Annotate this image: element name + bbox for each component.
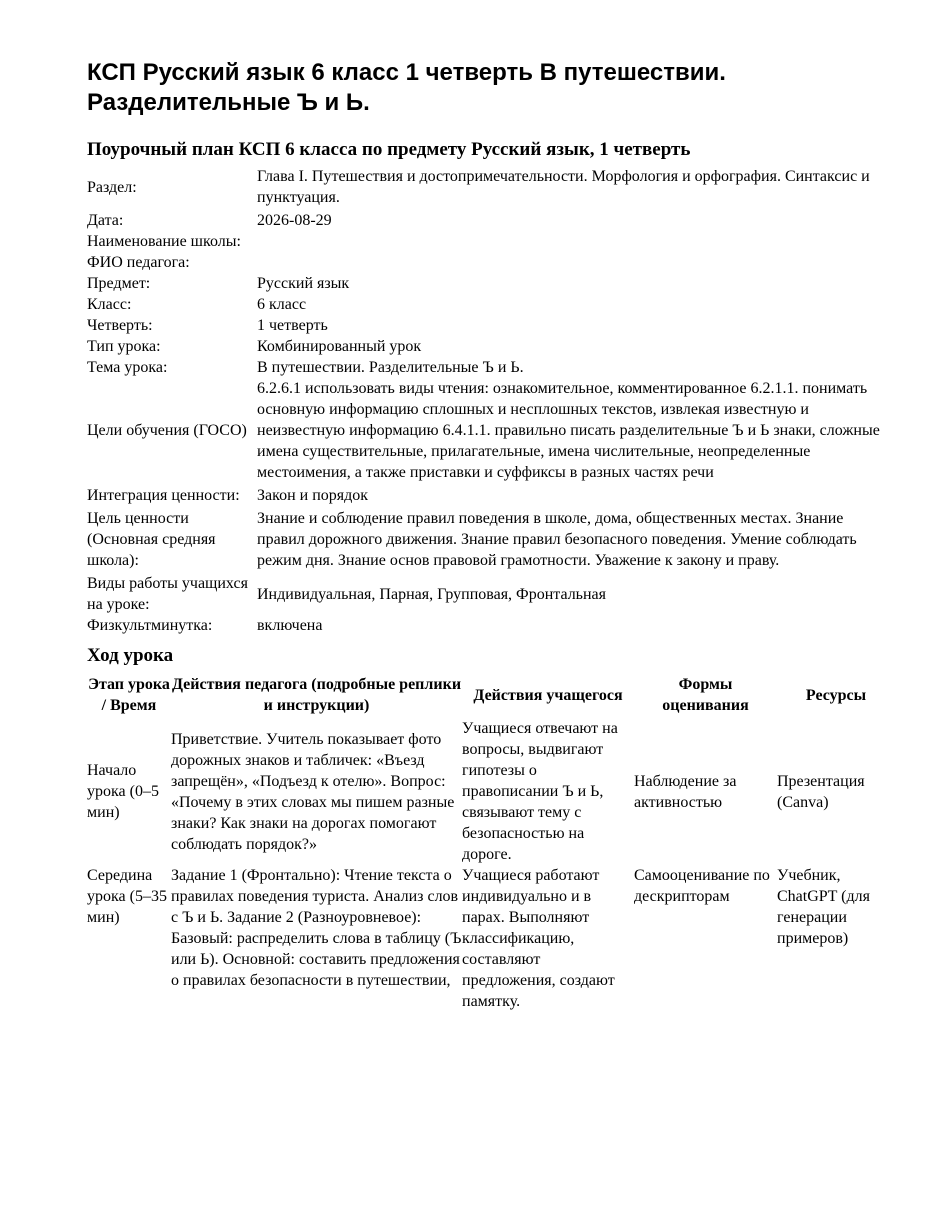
info-key: Четверть: xyxy=(87,317,153,334)
lesson-row xyxy=(87,865,895,1012)
info-key: Предмет: xyxy=(87,275,151,292)
info-key: Тема урока: xyxy=(87,359,168,376)
info-row xyxy=(87,615,895,636)
info-row xyxy=(87,378,895,485)
info-value: включена xyxy=(257,617,323,634)
info-key: Класс: xyxy=(87,296,132,313)
info-table xyxy=(87,166,895,636)
info-key: Виды работы учащихся на уроке: xyxy=(87,575,248,613)
info-row xyxy=(87,231,895,252)
info-row xyxy=(87,315,895,336)
lesson-header-row xyxy=(87,672,895,718)
info-key: Наименование школы: xyxy=(87,233,241,250)
info-row xyxy=(87,166,895,210)
info-row xyxy=(87,210,895,231)
info-value: Индивидуальная, Парная, Групповая, Фронтальная xyxy=(257,585,606,603)
resources-cell: Учебник, ChatGPT (для генерации примеров) xyxy=(777,867,870,947)
header-assessment: Формы оценивания xyxy=(662,676,749,714)
info-row xyxy=(87,573,895,615)
document-title: КСП Русский язык 6 класс 1 четверть В путешествии. Разделительные Ъ и Ь. xyxy=(87,59,726,116)
info-key: ФИО педагога: xyxy=(87,254,190,271)
info-row xyxy=(87,252,895,273)
header-resources: Ресурсы xyxy=(805,686,867,704)
info-row xyxy=(87,357,895,378)
stage-cell: Середина урока (5–35 мин) xyxy=(87,867,167,926)
teacher-cell: Приветствие. Учитель показывает фото дорожных знаков и табличек: «Въезд запрещён», «Подъезд к отелю». Вопрос: «Почему в этих словах мы пишем разные знаки? Как знаки на дорогах помогают соблюдать порядок?» xyxy=(171,730,455,853)
header-teacher: Действия педагога (подробные реплики и инструкции) xyxy=(171,676,462,714)
info-value: 1 четверть xyxy=(257,317,328,334)
info-value: В путешествии. Разделительные Ъ и Ь. xyxy=(257,359,524,376)
info-value: Знание и соблюдение правил поведения в школе, дома, общественных местах. Знание правил дорожного движения. Знание правил безопасного поведения. Умение соблюдать режим дня. Знание основ правовой грамотности. Уважение к закону и праву. xyxy=(257,510,857,569)
lesson-table xyxy=(87,672,895,1012)
info-row xyxy=(87,273,895,294)
info-value: 2026-08-29 xyxy=(257,212,332,229)
info-key: Тип урока: xyxy=(87,338,161,355)
header-stage: Этап урока / Время xyxy=(88,676,170,714)
assessment-cell: Самооценивание по дескрипторам xyxy=(634,867,770,905)
info-row xyxy=(87,485,895,508)
info-key: Раздел: xyxy=(87,178,137,196)
info-key: Цель ценности (Основная средняя школа): xyxy=(87,510,216,569)
header-student: Действия учащегося xyxy=(473,686,623,704)
info-key: Интеграция ценности: xyxy=(87,487,240,504)
info-row xyxy=(87,508,895,573)
lesson-heading: Ход урока xyxy=(87,645,174,666)
student-cell: Учащиеся работают индивидуально и в парах. Выполняют классификацию, составляют предложения, создают памятку. xyxy=(462,867,615,1010)
info-value: Глава I. Путешествия и достопримечательности. Морфология и орфография. Синтаксис и пунктуация. xyxy=(257,168,870,206)
stage-cell: Начало урока (0–5 мин) xyxy=(87,762,159,821)
info-value: Комбинированный урок xyxy=(257,338,422,355)
info-key: Цели обучения (ГОСО) xyxy=(87,422,247,439)
document-page xyxy=(87,58,895,1012)
teacher-cell: Задание 1 (Фронтально): Чтение текста о правилах поведения туриста. Анализ слов с Ъ и Ь. Задание 2 (Разноуровневое): Базовый: распределить слова в таблицу (Ъ или Ь). Основной: составить предложения о правилах безопасности в путешествии, xyxy=(171,867,462,989)
info-key: Физкультминутка: xyxy=(87,617,213,634)
info-value xyxy=(257,252,895,273)
student-cell: Учащиеся отвечают на вопросы, выдвигают гипотезы о правописании Ъ и Ь, связывают тему с безопасностью на дороге. xyxy=(462,720,618,863)
assessment-cell: Наблюдение за активностью xyxy=(634,772,737,811)
info-value: Русский язык xyxy=(257,275,350,292)
plan-heading: Поурочный план КСП 6 класса по предмету Русский язык, 1 четверть xyxy=(87,139,691,160)
info-value: Закон и порядок xyxy=(257,487,369,504)
info-row xyxy=(87,294,895,315)
info-value: 6 класс xyxy=(257,296,307,313)
info-value xyxy=(257,231,895,252)
resources-cell: Презентация (Canva) xyxy=(777,772,865,811)
lesson-row xyxy=(87,718,895,865)
info-value: 6.2.6.1 использовать виды чтения: ознакомительное, комментированное 6.2.1.1. понимать основную информацию сплошных и несплошных текстов, извлекая известную и неизвестную информацию 6.4.1.1. правильно писать разделительные Ъ и Ь знаки, сложные имена существительные, прилагательные, имена числительные, неопределенные местоимения, а также приставки и суффиксы в разных частях речи xyxy=(257,380,880,481)
info-row xyxy=(87,336,895,357)
info-key: Дата: xyxy=(87,212,124,229)
